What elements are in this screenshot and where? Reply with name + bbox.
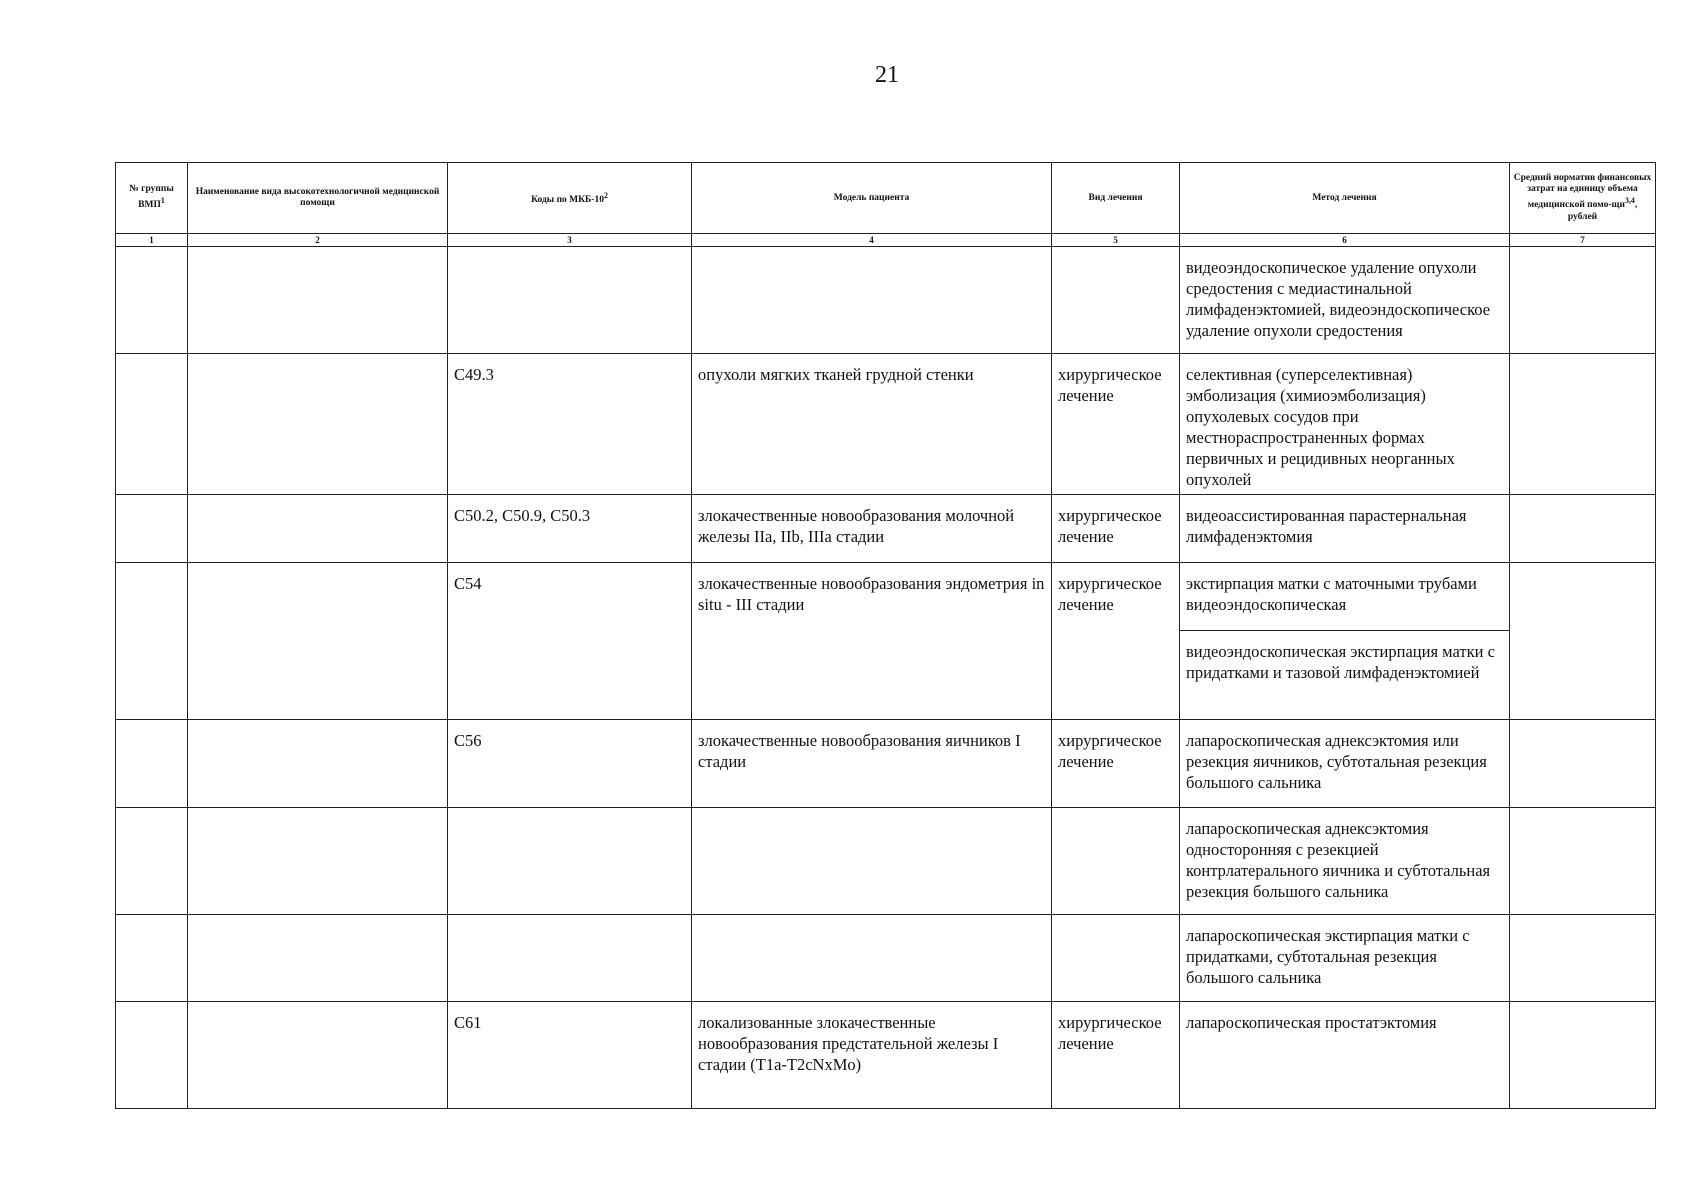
column-number: 7: [1510, 234, 1656, 247]
header-codes: Коды по МКБ-$10^2$: [448, 163, 692, 234]
cell-treatment: хирургическое лечение: [1052, 563, 1180, 720]
cell-cost: [1510, 247, 1656, 354]
cell-treatment: хирургическое лечение: [1052, 354, 1180, 495]
cell-cost: [1510, 808, 1656, 915]
cell-method: видеоассистированная парастернальная лимфаденэктомия: [1180, 495, 1510, 563]
column-number: 5: [1052, 234, 1180, 247]
column-number: 6: [1180, 234, 1510, 247]
cell-method: лапароскопическая простатэктомия: [1180, 1002, 1510, 1109]
cell-cost: [1510, 915, 1656, 1002]
cell-name: [188, 720, 448, 808]
column-number: 3: [448, 234, 692, 247]
cell-model: злокачественные новообразования эндометрия in situ - III стадии: [692, 563, 1052, 720]
cell-codes: [448, 915, 692, 1002]
cell-method: видеоэндоскопическая экстирпация матки с придатками и тазовой лимфаденэктомией: [1180, 631, 1510, 720]
cell-method: селективная (суперселективная) эмболизация (химиоэмболизация) опухолевых сосудов при местнораспространенных формах первичных и рецидивных неорганных опухолей: [1180, 354, 1510, 495]
cell-name: [188, 495, 448, 563]
header-row: [116, 163, 1656, 234]
cell-treatment: хирургическое лечение: [1052, 720, 1180, 808]
cell-codes: C61: [448, 1002, 692, 1109]
cell-treatment: хирургическое лечение: [1052, 1002, 1180, 1109]
treatment-table: [115, 162, 1656, 1109]
column-number: 2: [188, 234, 448, 247]
table-row: [116, 808, 1656, 915]
table-row: [116, 915, 1656, 1002]
column-number: 4: [692, 234, 1052, 247]
cell-cost: [1510, 1002, 1656, 1109]
cell-method: экстирпация матки с маточными трубами видеоэндоскопическая: [1180, 563, 1510, 631]
cell-codes: C50.2, C50.9, C50.3: [448, 495, 692, 563]
cell-cost: [1510, 720, 1656, 808]
column-number-row: [116, 234, 1656, 247]
cell-treatment: [1052, 808, 1180, 915]
table-row: [116, 354, 1656, 495]
header-cost: Средний норматив финансовых затрат на единицу объема медицинской помо-щи$^{3,4}$, рублей: [1510, 163, 1656, 234]
cell-name: [188, 354, 448, 495]
column-number: 1: [116, 234, 188, 247]
cell-model: опухоли мягких тканей грудной стенки: [692, 354, 1052, 495]
cell-codes: C49.3: [448, 354, 692, 495]
cell-model: [692, 915, 1052, 1002]
cell-cost: [1510, 495, 1656, 563]
cell-name: [188, 808, 448, 915]
cell-group: [116, 915, 188, 1002]
cell-name: [188, 915, 448, 1002]
cell-cost: [1510, 354, 1656, 495]
cell-codes: [448, 808, 692, 915]
cell-codes: [448, 247, 692, 354]
cell-model: [692, 808, 1052, 915]
table-row: [116, 247, 1656, 354]
cell-name: [188, 563, 448, 720]
cell-method: лапароскопическая аднексэктомия односторонняя с резекцией контрлатерального яичника и субтотальная резекция большого сальника: [1180, 808, 1510, 915]
cell-codes: C54: [448, 563, 692, 720]
header-method: Метод лечения: [1180, 163, 1510, 234]
table-row: [116, 1002, 1656, 1109]
cell-treatment: хирургическое лечение: [1052, 495, 1180, 563]
cell-cost: [1510, 563, 1656, 720]
cell-method: видеоэндоскопическое удаление опухоли средостения с медиастинальной лимфаденэктомией, видеоэндоскопическое удаление опухоли средостения: [1180, 247, 1510, 354]
cell-group: [116, 247, 188, 354]
cell-group: [116, 808, 188, 915]
cell-treatment: [1052, 915, 1180, 1002]
header-group-no: № группы ВМП$^1$: [116, 163, 188, 234]
header-model: Модель пациента: [692, 163, 1052, 234]
table-row: [116, 720, 1656, 808]
page-number: 21: [875, 62, 899, 88]
table-row: [116, 495, 1656, 563]
cell-name: [188, 247, 448, 354]
header-name: Наименование вида высокотехнологичной медицинской помощи: [188, 163, 448, 234]
cell-model: злокачественные новообразования яичников I стадии: [692, 720, 1052, 808]
table-row: [116, 563, 1656, 631]
cell-group: [116, 1002, 188, 1109]
cell-method: лапароскопическая экстирпация матки с придатками, субтотальная резекция большого сальника: [1180, 915, 1510, 1002]
cell-group: [116, 720, 188, 808]
cell-treatment: [1052, 247, 1180, 354]
cell-group: [116, 563, 188, 720]
cell-model: злокачественные новообразования молочной железы IIa, IIb, IIIa стадии: [692, 495, 1052, 563]
cell-codes: C56: [448, 720, 692, 808]
cell-model: локализованные злокачественные новообразования предстательной железы I стадии (T1a-T2cNxMo): [692, 1002, 1052, 1109]
header-treatment-type: Вид лечения: [1052, 163, 1180, 234]
cell-method: лапароскопическая аднексэктомия или резекция яичников, субтотальная резекция большого сальника: [1180, 720, 1510, 808]
cell-group: [116, 354, 188, 495]
cell-group: [116, 495, 188, 563]
cell-name: [188, 1002, 448, 1109]
cell-model: [692, 247, 1052, 354]
